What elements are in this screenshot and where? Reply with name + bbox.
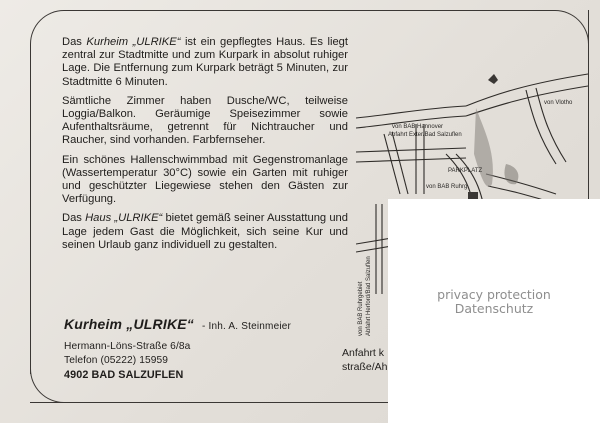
signature: Kurheim „ULRIKE“ - Inh. A. Steinmeier xyxy=(64,316,292,332)
map-label: von BAB Ruhrgebiet xyxy=(358,281,364,336)
description-paragraph: Sämtliche Zimmer haben Dusche/WC, teilweise Loggia/Balkon. Geräumige Speisezimmer sowie Aufenthaltsräume, getrennt für Nichtraucher und Raucher, sind vorhanden. Farbfernseher. xyxy=(62,94,348,147)
description-paragraph: Das Kurheim „ULRIKE“ ist ein gepflegtes Haus. Es liegt zentral zur Stadtmitte und zum Kurpark in absolut ruhiger Lage. Die Entfernung zum Kurpark beträgt 5 Minuten, zur Stadtmitte 6 Minuten. xyxy=(62,36,348,88)
map-label: Abfahrt Herford/Bad Salzuflen xyxy=(366,256,372,336)
frame-top-line xyxy=(64,10,544,11)
map-label: von BAB Hannover xyxy=(392,124,444,130)
house-name: Haus „ULRIKE“ xyxy=(85,212,163,225)
description-paragraph: Das Haus „ULRIKE“ bietet gemäß seiner Ausstattung und Lage jedem Gast die Möglichkeit, sich seine Kur und seinen Urlaub ganz individuell zu gestalten. xyxy=(62,212,348,251)
map-label: Abfahrt Exter/Bad Salzuflen xyxy=(388,132,462,138)
description-paragraph: Ein schönes Hallenschwimmbad mit Gegenstromanlage (Wassertemperatur 30°C) sowie ein Garten mit ruhiger und geschützter Liegewiese stehen den Gästen zur Verfügung. xyxy=(62,153,348,206)
address-phone: Telefon (05222) 15959 xyxy=(64,355,169,366)
owner: - Inh. A. Steinmeier xyxy=(202,321,292,332)
privacy-line: privacy protection xyxy=(437,287,551,302)
map-label: von Vlotho xyxy=(544,100,573,106)
privacy-overlay xyxy=(388,199,600,423)
privacy-text xyxy=(388,288,600,316)
address-city: 4902 BAD SALZUFLEN xyxy=(64,369,184,381)
map-label: PARKPLATZ xyxy=(448,168,483,174)
frame-left-line xyxy=(30,44,31,374)
description-text xyxy=(62,36,348,258)
directions-text: Anfahrt k straße/Ah xyxy=(342,347,388,373)
privacy-line: Datenschutz xyxy=(454,301,534,316)
house-name: Kurheim „ULRIKE“ xyxy=(86,36,181,48)
address-street: Hermann-Löns-Straße 6/8a xyxy=(64,341,191,352)
map-label: von BAB Ruhrg. xyxy=(426,184,470,190)
